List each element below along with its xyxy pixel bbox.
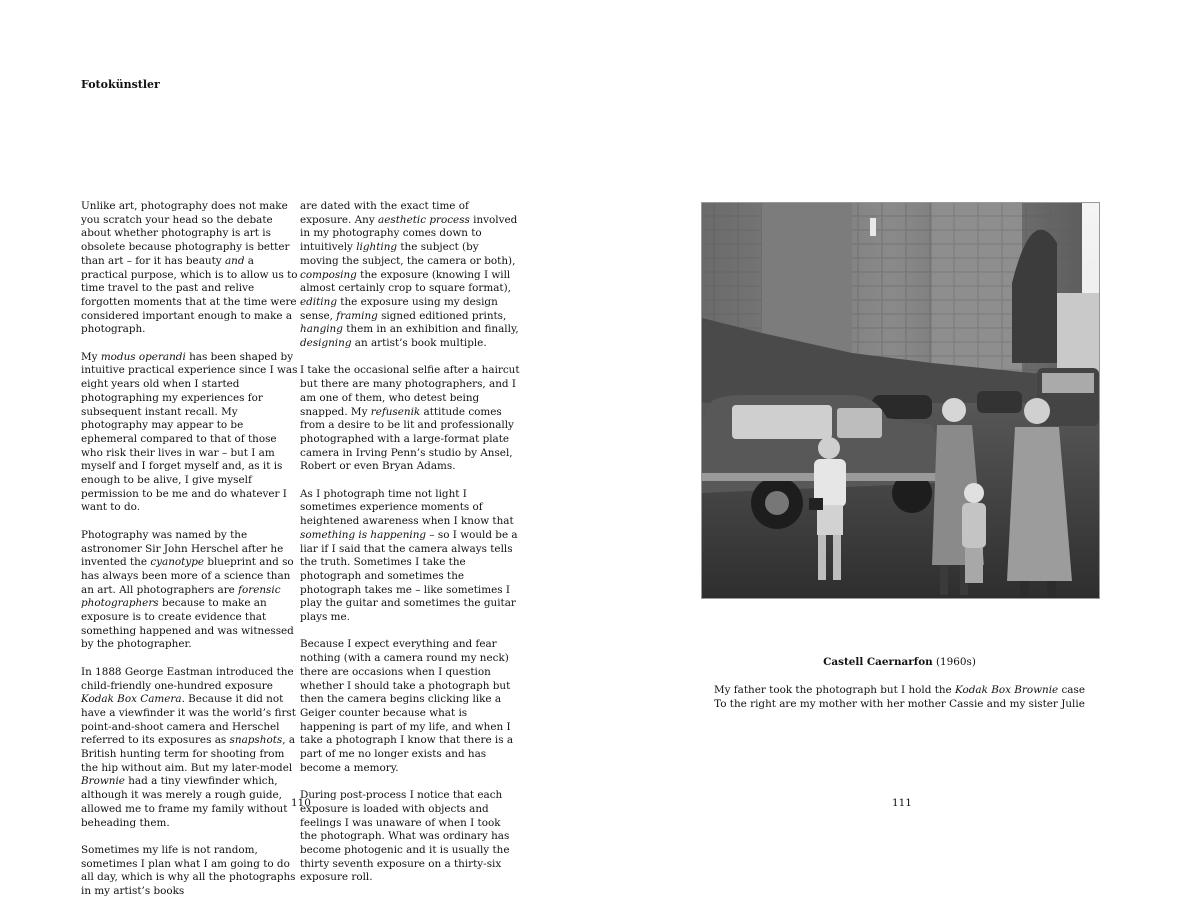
caption-title-date: (1960s)	[932, 656, 976, 668]
text-run: In 1888 George Eastman introduced the child-friendly one-hundred exposure	[81, 665, 294, 692]
text-run: signed editioned prints,	[377, 309, 507, 322]
text-run: Because I expect everything and fear nothing (with a camera round my neck) there are occasions when I question whether I should take a photograph but then the camera begins clicking like a Geiger counter because what is happening is part of my life, and when I take a photograph I know that there is a part of me no longer exists and has become a memory.	[300, 638, 514, 774]
text-run: had a tiny viewfinder which, although it was merely a rough guide, allowed me to frame my family without beheading them.	[81, 775, 288, 829]
italic-run: snapshots	[229, 734, 283, 747]
italic-run: modus operandi	[100, 350, 186, 363]
italic-run: Kodak Box Brownie	[955, 684, 1059, 696]
text-run: has been shaped by intuitive practical experience since I was eight years old when I started photographing my experiences for subsequent instant recall. My photography may appear to be ephemeral compared to that of those who risk their lives in war – but I am myself and I forget myself and, as it is enough to be alive, I give myself permission to be me and do whatever I want to do.	[81, 350, 298, 514]
italic-run: framing	[336, 309, 378, 322]
text-run: Unlike art, photography does not make you scratch your head so the debate about whether photography is art is obsolete because photography is better than art – for it has beauty	[81, 200, 290, 267]
text-run: I take the occasional selfie after a haircut but there are many photographers, and I am one of them, who detest being snapped. My	[300, 364, 520, 418]
paragraph	[300, 789, 520, 885]
text-run: the subject (by moving the subject, the camera or both),	[300, 241, 516, 267]
left-text-column	[81, 200, 301, 912]
italic-run: designing	[300, 337, 352, 350]
italic-run: hanging	[300, 323, 343, 336]
italic-run: something is happening	[300, 528, 427, 541]
text-run: them in an exhibition and finally,	[342, 323, 519, 336]
italic-run: and	[224, 254, 245, 267]
text-run: . Because it did not have a viewfinder it was the world’s first point-and-shoot camera and Herschel referred to its exposures as	[81, 693, 296, 747]
text-run: attitude comes from a desire to be lit and professionally photographed with a large-format plate camera in Irving Penn’s studio by Ansel, Robert or even Bryan Adams.	[300, 405, 514, 473]
paragraph	[81, 844, 301, 899]
paragraph	[81, 351, 301, 515]
text-run: an artist’s book multiple.	[351, 337, 487, 350]
text-run: the exposure (knowing I will almost certainly crop to square format),	[300, 268, 511, 295]
text-run: My father took the photograph but I hold the	[714, 684, 956, 696]
text-run: Photography was named by the astronomer Sir John Herschel after he invented the	[81, 528, 284, 569]
text-run: , a British hunting term for shooting from the hip without aim. But my later-model	[81, 734, 296, 774]
paragraph	[300, 488, 520, 625]
text-run: involved in my photography comes down to intuitively	[300, 213, 518, 254]
running-head: Fotokünstler	[81, 78, 160, 91]
caption-line-1	[701, 684, 1098, 698]
text-run: because to make an exposure is to create evidence that something happened and was witnessed by the photographer.	[81, 597, 294, 651]
photo-caption-title	[701, 656, 1098, 668]
right-text-column	[300, 200, 520, 899]
italic-run: cyanotype	[150, 556, 205, 569]
page-number-left: 110	[291, 797, 311, 809]
paragraph	[300, 200, 520, 351]
paragraph	[300, 364, 520, 474]
text-run: Sometimes my life is not random, sometimes I plan what I am going to do all day, which is why all the photographs in my artist’s books	[81, 843, 296, 898]
text-run: the exposure using my design sense,	[300, 295, 498, 322]
text-run: My	[81, 350, 101, 363]
text-run: – so I would be a liar if I said that the camera always tells the truth. Sometimes I take the photograph and sometimes the photograph takes me – like sometimes I play the guitar and sometimes the guitar plays me.	[300, 528, 518, 624]
italic-run: lighting	[356, 241, 398, 254]
caption-title-bold: Castell Caernarfon	[823, 656, 933, 668]
paragraph	[81, 529, 301, 652]
text-run: blueprint and so has always been more of a science than an art. All photographers are	[81, 556, 294, 596]
castle-family-photograph	[701, 202, 1100, 599]
text-run: a practical purpose, which is to allow us to time travel to the past and relive forgotten moments that at the time were considered important enough to make a photograph.	[81, 254, 298, 336]
paragraph	[300, 638, 520, 775]
italic-run: editing	[300, 295, 337, 308]
photo-caption-text	[701, 684, 1098, 711]
text-run: During post-process I notice that each exposure is loaded with objects and feelings I was unaware of when I took the photograph. What was ordinary has become photogenic and it is usually the thirty seventh exposure on a thirty-six exposure roll.	[300, 789, 510, 884]
italic-run: aesthetic process	[378, 213, 470, 226]
italic-run: forensic photographers	[81, 583, 281, 610]
paragraph	[81, 666, 301, 830]
page-number-right: 111	[892, 797, 912, 809]
italic-run: Kodak Box Camera	[81, 693, 182, 706]
paragraph	[81, 200, 301, 337]
italic-run: composing	[300, 268, 357, 281]
italic-run: Brownie	[81, 775, 125, 788]
caption-line-2: To the right are my mother with her mother Cassie and my sister Julie	[714, 697, 1085, 710]
text-run: case	[1058, 684, 1085, 696]
italic-run: refusenik	[370, 405, 421, 418]
text-run: As I photograph time not light I sometimes experience moments of heightened awareness when I know that	[300, 487, 514, 528]
text-run: are dated with the exact time of exposure. Any	[300, 200, 469, 226]
